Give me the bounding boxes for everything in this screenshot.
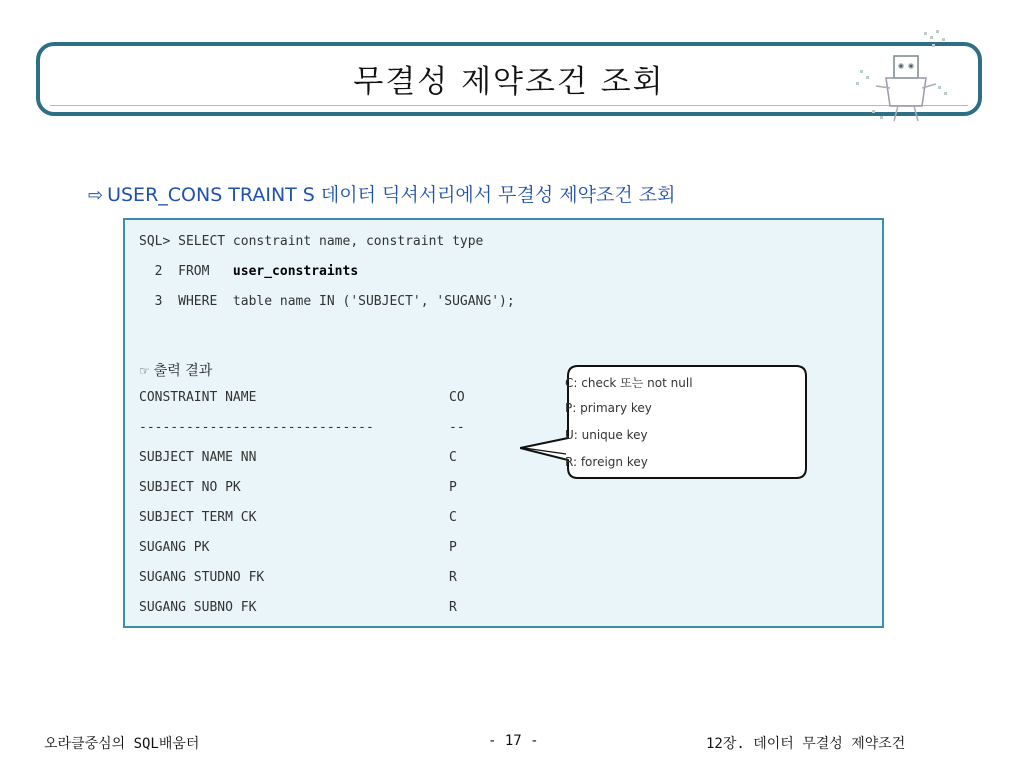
result-label xyxy=(139,360,212,380)
result-header-col1: CONSTRAINT NAME xyxy=(139,390,257,405)
sql-line-3: 3 WHERE table name IN ('SUBJECT', 'SUGANG'); xyxy=(139,294,515,309)
mascot-decoration-icon xyxy=(836,26,956,126)
result-divider-col2: -- xyxy=(449,420,465,435)
row-type: P xyxy=(449,480,457,495)
row-type: C xyxy=(449,510,457,525)
callout-line-check: C: check 또는 not null xyxy=(565,376,693,390)
table-row xyxy=(139,480,457,495)
result-divider-col1: ------------------------------ xyxy=(139,420,374,435)
result-header xyxy=(139,390,465,405)
result-header-col2: CO xyxy=(449,390,465,405)
row-type: R xyxy=(449,570,457,585)
result-divider xyxy=(139,420,465,435)
row-type: C xyxy=(449,450,457,465)
section-heading-text: USER_CONS TRAINT S 데이터 딕셔서리에서 무결성 제약조건 조회 xyxy=(107,184,676,206)
footer-right: 12장. 데이터 무결성 제약조건 xyxy=(706,736,906,752)
page-number: - 17 - xyxy=(488,733,539,749)
table-row xyxy=(139,570,457,585)
sql-line-2-table: user_constraints xyxy=(232,264,359,279)
table-row xyxy=(139,450,457,465)
sql-line-2 xyxy=(139,264,358,279)
sql-line-2-prefix: 2 FROM xyxy=(139,264,233,279)
table-row xyxy=(139,510,457,525)
hand-arrow-icon: ⇨ xyxy=(88,185,104,206)
row-type: R xyxy=(449,600,457,615)
row-name: SUBJECT TERM CK xyxy=(139,510,257,525)
row-name: SUBJECT NO PK xyxy=(139,480,241,495)
result-label-text: 출력 결과 xyxy=(153,363,213,379)
row-name: SUGANG STUDNO FK xyxy=(139,570,265,585)
row-name: SUGANG SUBNO FK xyxy=(139,600,257,615)
section-heading xyxy=(88,180,675,207)
callout-line-foreign: R: foreign key xyxy=(565,455,648,469)
callout-line-primary: P: primary key xyxy=(565,401,652,415)
row-type: P xyxy=(449,540,457,555)
table-row xyxy=(139,600,457,615)
pointing-hand-icon: ☞ xyxy=(139,364,150,378)
title-underline xyxy=(50,105,968,106)
footer-left: 오라클중심의 SQL배움터 xyxy=(44,736,200,752)
sql-line-1: SQL> SELECT constraint name, constraint type xyxy=(139,234,484,249)
page-title: 무결성 제약조건 조회 xyxy=(353,64,665,100)
table-row xyxy=(139,540,457,555)
row-name: SUGANG PK xyxy=(139,540,210,555)
row-name: SUBJECT NAME NN xyxy=(139,450,257,465)
callout-line-unique: U: unique key xyxy=(565,428,648,442)
